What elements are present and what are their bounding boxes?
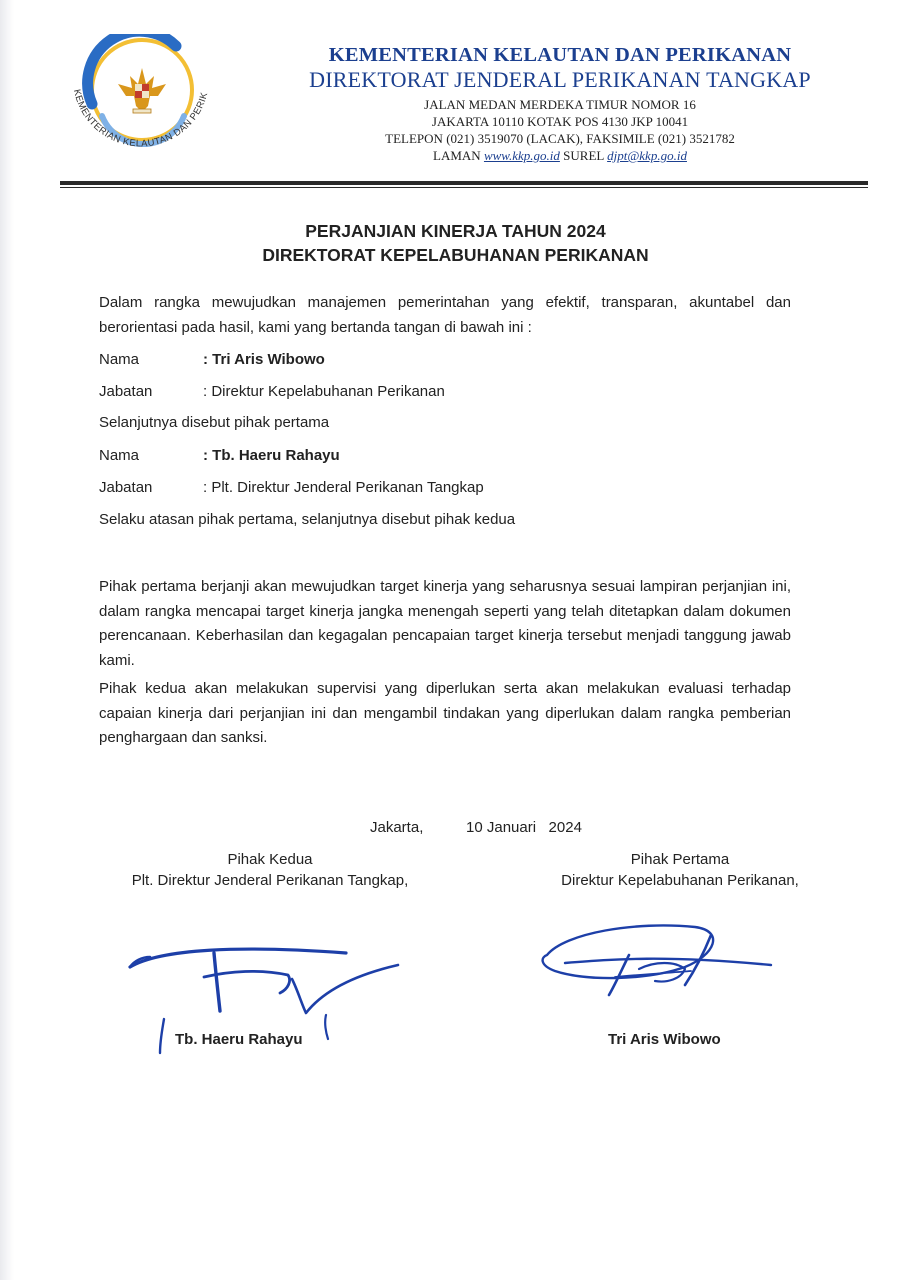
address-line-3: TELEPON (021) 3519070 (LACAK), FAKSIMILE (021) 3521782 [385, 131, 735, 146]
title-line-2: DIREKTORAT KEPELABUHANAN PERIKANAN [262, 245, 649, 265]
letterhead-divider-thin [60, 187, 868, 188]
paragraph-2: Pihak kedua akan melakukan supervisi yang diperlukan serta akan melakukan evaluasi terhadap capaian kinerja dari perjanjian ini dan mengambil tindakan yang diperlukan dalam rangka pemberian penghargaan dan sanksi. [99, 680, 791, 746]
party1-name-row [99, 350, 325, 370]
left-signatory-name: Tb. Haeru Rahayu [175, 1031, 303, 1048]
party2-name-label: Nama [99, 447, 140, 464]
laman-label: LAMAN [433, 148, 481, 163]
right-signatory-title: Direktur Kepelabuhanan Perikanan, [561, 872, 799, 889]
left-signatory-role: Pihak Kedua [227, 851, 313, 868]
ministry-name: KEMENTERIAN KELAUTAN DAN PERIKANAN [328, 44, 792, 66]
party1-name-value: : Tri Aris Wibowo [203, 351, 325, 368]
party2-note: Selaku atasan pihak pertama, selanjutnya disebut pihak kedua [99, 511, 516, 528]
right-signatory-role: Pihak Pertama [630, 851, 730, 868]
party2-position-row [99, 478, 484, 498]
party1-note: Selanjutnya disebut pihak pertama [99, 414, 330, 431]
scan-edge-shadow [0, 0, 14, 1280]
party2-name-row [99, 446, 340, 466]
paragraph-1: Pihak pertama berjanji akan mewujudkan target kinerja yang seharusnya sesuai lampiran perjanjian ini, dalam rangka mencapai target kinerja jangka menengah seperti yang telah ditetapkan dalam dokumen perencanaan. Keberhasilan dan kegagalan pencapaian target kinerja tersebut menjadi tanggung jawab kami. [99, 578, 791, 669]
surel-label: SUREL [563, 148, 604, 163]
party2-position-label: Jabatan [99, 479, 153, 496]
logo-ring-text: KEMENTERIAN KELAUTAN DAN PERIK [70, 88, 211, 150]
party1-name-label: Nama [99, 351, 140, 368]
party1-position-value: : Direktur Kepelabuhanan Perikanan [203, 383, 445, 400]
garuda-emblem-icon [56, 34, 226, 184]
signing-place: Jakarta, [370, 819, 424, 836]
letterhead-divider-thick [60, 181, 868, 185]
directorate-general-name: DIREKTORAT JENDERAL PERIKANAN TANGKAP [309, 67, 811, 92]
right-signatory-header [520, 849, 840, 891]
party1-position-row [99, 382, 445, 402]
right-signature-image [535, 915, 785, 1005]
ministry-logo [56, 34, 226, 184]
address-line-1: JALAN MEDAN MERDEKA TIMUR NOMOR 16 [424, 97, 696, 112]
email-link[interactable]: djpt@kkp.go.id [607, 148, 687, 163]
left-signatory-title: Plt. Direktur Jenderal Perikanan Tangkap, [131, 872, 409, 889]
party2-name-value: : Tb. Haeru Rahayu [203, 447, 340, 464]
party1-position-label: Jabatan [99, 383, 153, 400]
web-email-line [250, 147, 870, 164]
intro-paragraph: Dalam rangka mewujudkan manajemen pemerintahan yang efektif, transparan, akuntabel dan berorientasi pada hasil, kami yang bertanda tangan di bawah ini : [99, 294, 791, 336]
document-title [60, 219, 851, 267]
address-line-2: JAKARTA 10110 KOTAK POS 4130 JKP 10041 [431, 114, 689, 129]
left-signatory-header [100, 849, 440, 891]
signing-date: 10 Januari 2024 [466, 819, 582, 836]
website-link[interactable]: www.kkp.go.id [483, 148, 560, 163]
party2-position-value: : Plt. Direktur Jenderal Perikanan Tangkap [203, 479, 484, 496]
right-signatory-name: Tri Aris Wibowo [608, 1031, 721, 1048]
title-line-1: PERJANJIAN KINERJA TAHUN 2024 [305, 221, 606, 241]
letterhead [250, 44, 870, 164]
